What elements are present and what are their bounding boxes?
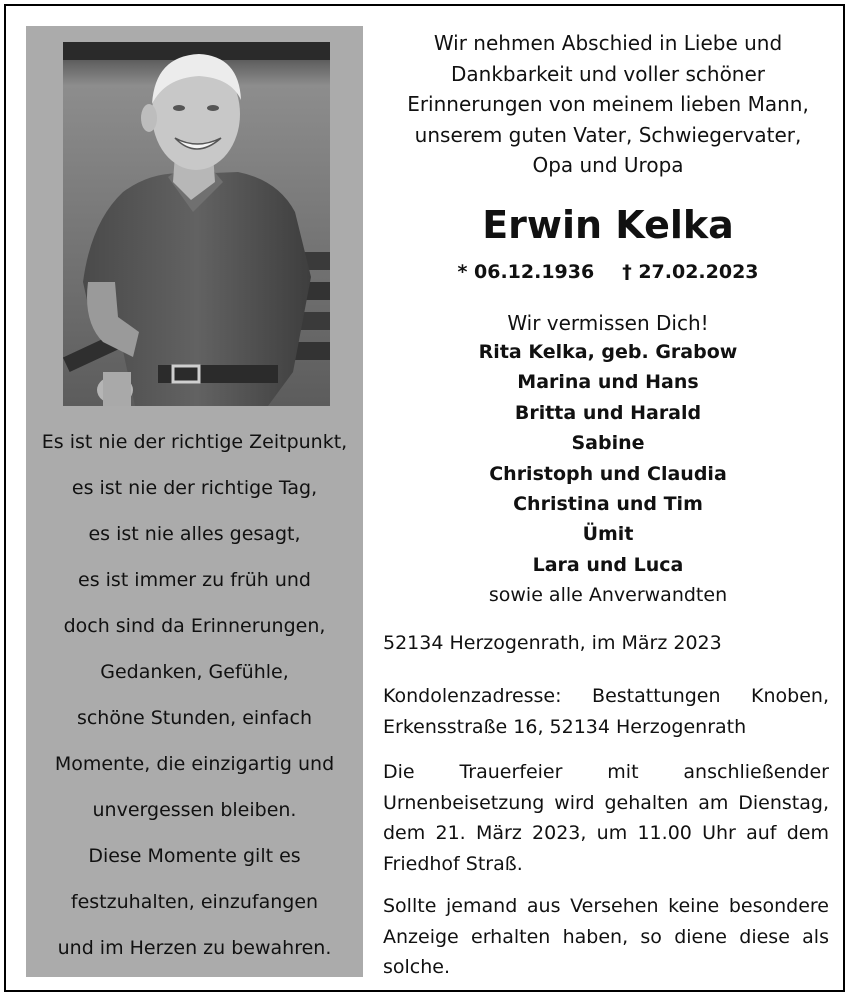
family-member: Ümit [582,523,634,546]
birth-date: * 06.12.1936 [457,261,595,283]
place-date: 52134 Herzogenrath, im März 2023 [383,632,722,654]
relatives-line: sowie alle Anverwandten [488,584,728,607]
poem-line: und im Herzen zu bewahren. [57,937,332,959]
left-panel [26,26,363,977]
poem-line: festzuhalten, einzufangen [70,891,319,913]
obituary-frame [4,4,845,992]
poem-line: doch sind da Erinnerungen, [63,615,326,637]
poem-line: es ist nie alles gesagt, [88,523,301,545]
family-member: Christina und Tim [513,493,703,516]
poem-line: Gedanken, Gefühle, [100,661,289,683]
family-member: Britta und Harald [514,401,702,424]
poem-line: schöne Stunden, einfach [76,707,313,729]
poem-line: Diese Momente gilt es [88,845,301,867]
poem-line: Momente, die einzigartig und [54,753,335,775]
family-member: Rita Kelka, geb. Grabow [478,341,738,363]
family-member: Lara und Luca [532,553,684,576]
intro-line: Erinnerungen von meinem lieben Mann, [407,92,809,116]
intro-line: Wir nehmen Abschied in Liebe und [433,31,783,55]
poem-line: es ist nie der richtige Tag, [71,477,318,499]
intro-line: Dankbarkeit und voller schöner [450,61,766,86]
family-member: Marina und Hans [517,371,699,394]
miss-you-line: Wir vermissen Dich! [507,311,709,335]
family-member: Sabine [571,432,645,455]
life-dates [383,258,833,286]
intro-line: unserem guten Vater, Schwiegervater, [414,122,802,147]
poem-line: es ist immer zu früh und [78,569,311,591]
portrait-photo [63,42,330,406]
intro-line: Opa und Uropa [532,153,684,177]
deceased-name: Erwin Kelka [482,203,734,247]
poem [26,419,363,971]
poem-line: Es ist nie der richtige Zeitpunkt, [41,431,348,453]
family-member: Christoph und Claudia [489,462,727,485]
poem-line: unvergessen bleiben. [92,799,297,821]
condolence-address: Kondolenzadresse: Bestattungen Knoben, Erkensstraße 16, 52134 Herzogenrath [383,685,829,738]
notice-text: Sollte jemand aus Versehen keine besondere Anzeige erhalten haben, so diene diese als solche. [383,895,829,978]
farewell-intro [383,28,833,181]
ceremony-info: Die Trauerfeier mit anschließender Urnenbeisetzung wird gehalten am Dienstag, dem 21. März 2023, um 11.00 Uhr auf dem Friedhof Straß. [383,761,829,875]
portrait-illustration [63,42,330,406]
death-date: † 27.02.2023 [622,261,759,283]
family-list [383,337,833,611]
